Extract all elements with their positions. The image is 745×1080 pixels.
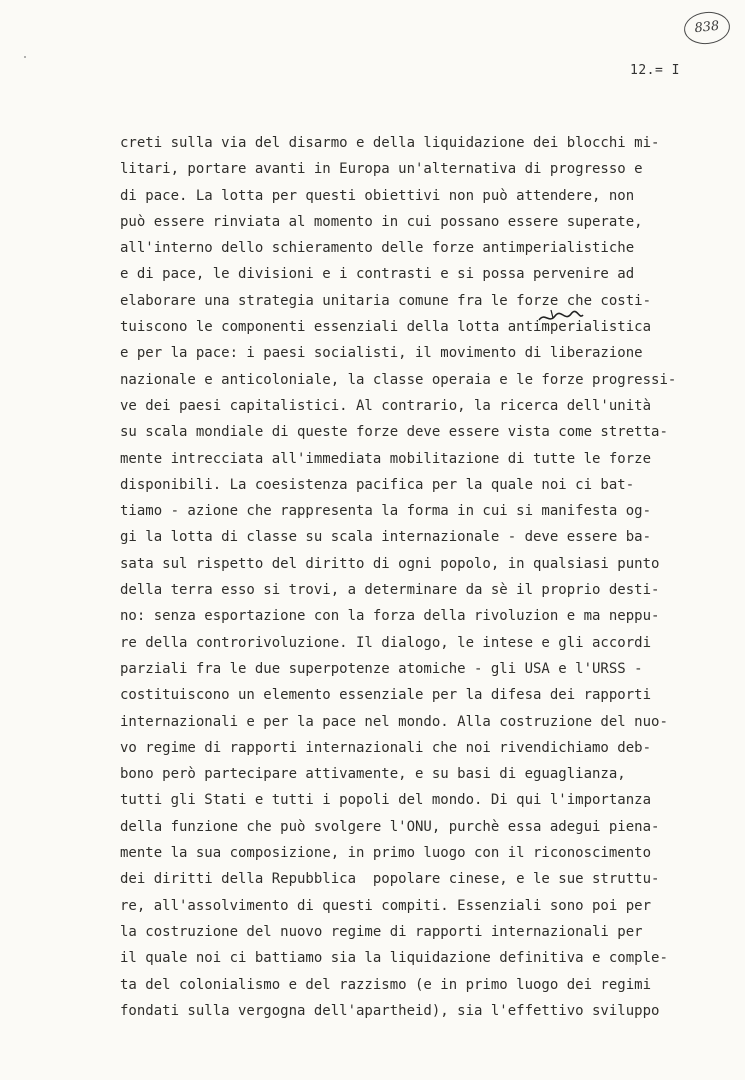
text-line: vo regime di rapporti internazionali che noi rivendichiamo deb- xyxy=(120,739,652,756)
text-line: bono però partecipare attivamente, e su basi di eguaglianza, xyxy=(120,766,626,783)
text-line: sata sul rispetto del diritto di ogni popolo, in qualsiasi punto xyxy=(120,555,660,572)
text-line: re, all'assolvimento di questi compiti. Essenziali sono poi per xyxy=(120,897,652,914)
text-line: della funzione che può svolgere l'ONU, purchè essa adegui piena- xyxy=(120,818,660,835)
text-line: elaborare una strategia unitaria comune fra le forze che costi- xyxy=(120,292,652,309)
text-line: tutti gli Stati e tutti i popoli del mondo. Di qui l'importanza xyxy=(120,792,652,809)
text-line: tuiscono le componenti essenziali della lotta antimperialistica xyxy=(120,319,652,336)
text-line: può essere rinviata al momento in cui possano essere superate, xyxy=(120,213,643,230)
page-number: 12.= I xyxy=(630,63,680,78)
text-line: e di pace, le divisioni e i contrasti e si possa pervenire ad xyxy=(120,266,635,283)
text-line: fondati sulla vergogna dell'apartheid), sia l'effettivo sviluppo xyxy=(120,1002,660,1019)
text-line: mente intrecciata all'immediata mobilitazione di tutte le forze xyxy=(120,450,652,467)
text-line: tiamo - azione che rappresenta la forma in cui si manifesta og- xyxy=(120,503,652,520)
text-line: di pace. La lotta per questi obiettivi non può attendere, non xyxy=(120,187,635,204)
text-line: creti sulla via del disarmo e della liquidazione dei blocchi mi- xyxy=(120,135,660,151)
archive-number-stamp: 838 xyxy=(682,10,731,47)
text-line: all'interno dello schieramento delle forze antimperialistiche xyxy=(120,240,635,257)
typewritten-body xyxy=(120,130,680,1024)
text-line: il quale noi ci battiamo sia la liquidazione definitiva e comple- xyxy=(120,950,668,967)
text-line: internazionali e per la pace nel mondo. Alla costruzione del nuo- xyxy=(120,713,668,730)
scan-speck xyxy=(24,56,26,58)
text-line: parziali fra le due superpotenze atomiche - gli USA e l'URSS - xyxy=(120,660,643,677)
text-line: costituiscono un elemento essenziale per la difesa dei rapporti xyxy=(120,687,652,704)
text-line: la costruzione del nuovo regime di rapporti internazionali per xyxy=(120,923,643,940)
text-line: disponibili. La coesistenza pacifica per la quale noi ci bat- xyxy=(120,476,635,493)
text-line: ta del colonialismo e del razzismo (e in primo luogo dei regimi xyxy=(120,976,652,993)
text-line: gi la lotta di classe su scala internazionale - deve essere ba- xyxy=(120,529,652,546)
text-line: litari, portare avanti in Europa un'alternativa di progresso e xyxy=(120,161,643,178)
text-line: no: senza esportazione con la forza della rivoluzion e ma neppu- xyxy=(120,608,660,625)
text-line: su scala mondiale di queste forze deve essere vista come stretta- xyxy=(120,424,668,441)
text-line: ve dei paesi capitalistici. Al contrario, la ricerca dell'unità xyxy=(120,397,652,414)
text-line: e per la pace: i paesi socialisti, il movimento di liberazione xyxy=(120,345,643,362)
text-line: re della controrivoluzione. Il dialogo, le intese e gli accordi xyxy=(120,634,652,651)
text-line: dei diritti della Repubblica popolare cinese, e le sue struttu- xyxy=(120,871,660,888)
text-line: della terra esso si trovi, a determinare da sè il proprio desti- xyxy=(120,582,660,599)
text-line: mente la sua composizione, in primo luogo con il riconoscimento xyxy=(120,845,652,862)
text-line: nazionale e anticoloniale, la classe operaia e le forze progressi- xyxy=(120,371,677,388)
